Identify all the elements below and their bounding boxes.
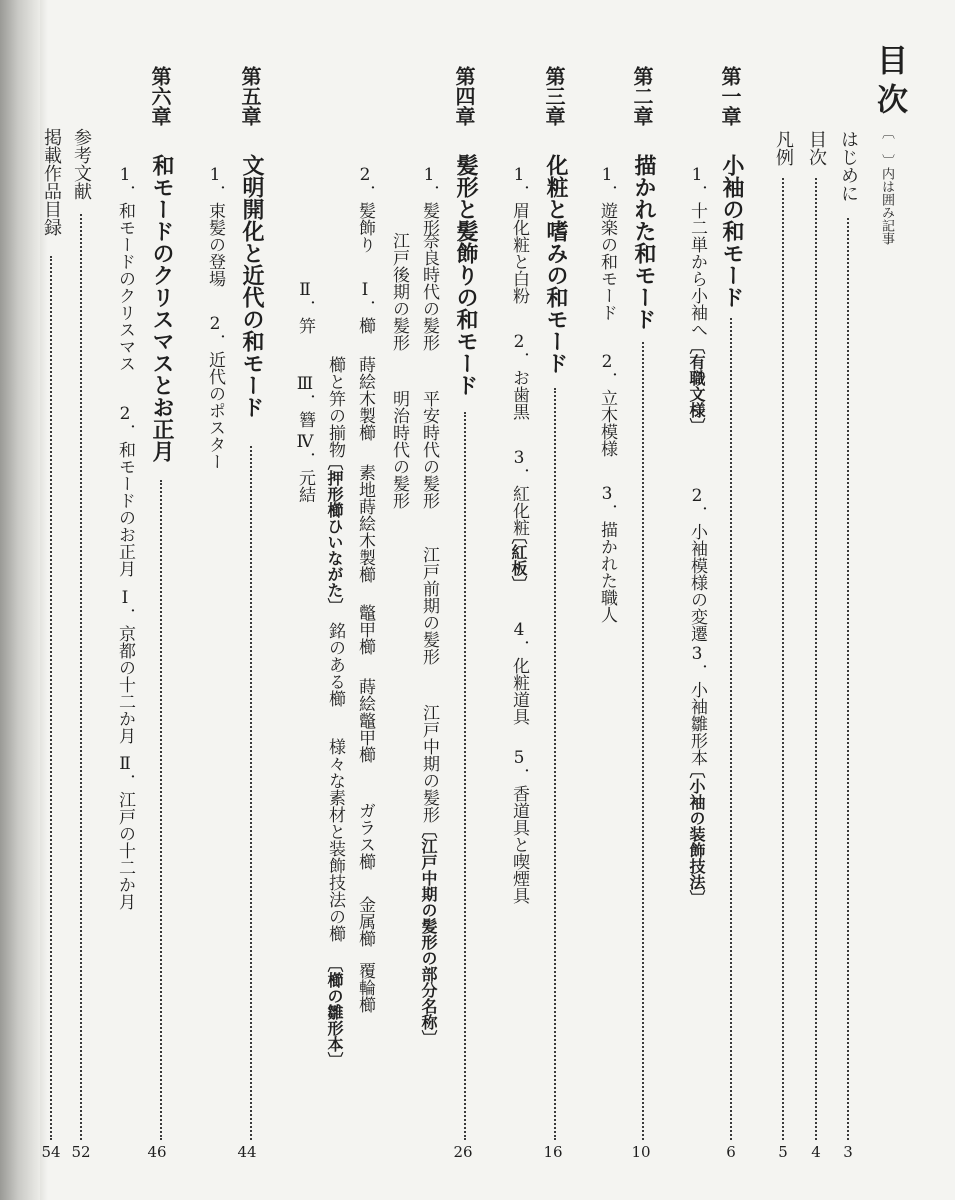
- chapter-6-number: 第六章: [148, 66, 172, 126]
- page-number: 52: [71, 1143, 91, 1161]
- chapter-1-number: 第一章: [718, 66, 742, 126]
- chapter-2-number: 第二章: [630, 66, 654, 126]
- chapter-1-page: 6: [726, 1143, 736, 1161]
- leader-dots: [642, 342, 644, 1140]
- feature-box[interactable]: 〔有職文様〕: [687, 338, 706, 434]
- subitem[interactable]: 江戸中期の髪形: [419, 704, 439, 823]
- subitem[interactable]: Ⅲ．簪: [295, 374, 315, 428]
- section-3-5[interactable]: 5．香道具と喫煙具: [509, 748, 529, 904]
- front-matter-contents[interactable]: 目次: [806, 130, 827, 166]
- section-1-3[interactable]: 3．小袖雛形本: [687, 644, 707, 766]
- leader-dots: [250, 446, 252, 1140]
- leader-dots: [847, 218, 849, 1140]
- page-number: 4: [811, 1143, 821, 1161]
- feature-box[interactable]: 〔紅板〕: [509, 528, 528, 592]
- toc-title: 目次: [871, 44, 907, 122]
- chapter-3-title[interactable]: 化粧と嗜みの和モード: [543, 154, 568, 374]
- chapter-6-title[interactable]: 和モードのクリスマスとお正月: [149, 154, 174, 462]
- book-binding-shadow: [0, 0, 40, 1200]
- section-1-1[interactable]: 1．十二単から小袖へ: [687, 165, 707, 338]
- page-number: 3: [843, 1143, 853, 1161]
- chapter-4-number: 第四章: [452, 66, 476, 126]
- subitem[interactable]: 明治時代の髪形: [389, 390, 409, 509]
- chapter-1-title[interactable]: 小袖の和モード: [719, 154, 744, 308]
- subitem[interactable]: 金属櫛: [355, 896, 375, 947]
- bracket-note: 〔 〕内は囲み記事: [879, 126, 894, 245]
- back-matter-references[interactable]: 参考文献: [71, 128, 92, 200]
- leader-dots: [464, 412, 466, 1140]
- leader-dots: [782, 178, 784, 1140]
- subitem[interactable]: 蒔絵鼈甲櫛: [355, 678, 375, 763]
- leader-dots: [160, 480, 162, 1140]
- chapter-3-page: 16: [543, 1143, 563, 1161]
- section-3-3[interactable]: 3．紅化粧: [509, 448, 529, 536]
- section-3-1[interactable]: 1．眉化粧と白粉: [509, 165, 529, 304]
- subitem[interactable]: 平安時代の髪形: [419, 390, 439, 509]
- subitem[interactable]: Ⅱ．江戸の十二か月: [115, 754, 135, 910]
- chapter-5-title[interactable]: 文明開化と近代の和モード: [239, 154, 264, 418]
- subitem[interactable]: 鼈甲櫛: [355, 604, 375, 655]
- section-6-2[interactable]: 2．和モードのお正月: [115, 404, 135, 577]
- subitem[interactable]: Ⅱ．笄: [295, 280, 315, 334]
- chapter-4-title[interactable]: 髪形と髪飾りの和モード: [453, 154, 478, 396]
- back-matter-catalog[interactable]: 掲載作品目録: [41, 128, 62, 236]
- chapter-6-page: 46: [147, 1143, 167, 1161]
- section-3-4[interactable]: 4．化粧道具: [509, 620, 529, 725]
- section-5-1[interactable]: 1．束髪の登場: [205, 165, 225, 287]
- leader-dots: [80, 214, 82, 1140]
- subitem[interactable]: 素地蒔絵木製櫛: [355, 464, 375, 583]
- chapter-5-page: 44: [237, 1143, 257, 1161]
- leader-dots: [815, 178, 817, 1140]
- feature-box[interactable]: 〔押形櫛ひいながた〕: [325, 454, 344, 614]
- subitem[interactable]: 江戸前期の髪形: [419, 546, 439, 665]
- section-2-1[interactable]: 1．遊楽の和モード: [597, 165, 617, 321]
- leader-dots: [554, 388, 556, 1140]
- subitem[interactable]: 奈良時代の髪形: [419, 232, 439, 351]
- chapter-4-page: 26: [453, 1143, 473, 1161]
- subitem[interactable]: 覆輪櫛: [355, 962, 375, 1013]
- chapter-2-page: 10: [631, 1143, 651, 1161]
- chapter-3-number: 第三章: [542, 66, 566, 126]
- subitem[interactable]: Ⅰ．京都の十二か月: [115, 588, 135, 744]
- feature-box[interactable]: 〔小袖の装飾技法〕: [687, 762, 706, 906]
- subitem[interactable]: Ⅰ．櫛: [355, 280, 375, 334]
- section-3-2[interactable]: 2．お歯黒: [509, 332, 529, 420]
- leader-dots: [50, 256, 52, 1140]
- chapter-2-title[interactable]: 描かれた和モード: [631, 154, 656, 330]
- subitem[interactable]: 蒔絵木製櫛: [355, 356, 375, 441]
- subitem[interactable]: 櫛と笄の揃物: [325, 356, 345, 458]
- section-4-1[interactable]: 1．髪形: [419, 165, 439, 236]
- section-2-2[interactable]: 2．立木模様: [597, 352, 617, 457]
- subitem[interactable]: 銘のある櫛: [325, 622, 345, 707]
- section-2-3[interactable]: 3．描かれた職人: [597, 484, 617, 623]
- section-1-2[interactable]: 2．小袖模様の変遷: [687, 486, 707, 642]
- feature-box[interactable]: 〔櫛の雛形本〕: [325, 956, 344, 1068]
- feature-box[interactable]: 〔江戸中期の髪形の部分名称〕: [419, 822, 438, 1046]
- subitem[interactable]: Ⅳ．元結: [295, 432, 315, 503]
- front-matter-intro[interactable]: はじめに: [838, 130, 859, 202]
- page-number: 5: [778, 1143, 788, 1161]
- section-6-1[interactable]: 1．和モードのクリスマス: [115, 165, 135, 372]
- chapter-5-number: 第五章: [238, 66, 262, 126]
- section-5-2[interactable]: 2．近代のポスター: [205, 314, 225, 470]
- section-4-2[interactable]: 2．髪飾り: [355, 165, 375, 253]
- subitem[interactable]: 江戸後期の髪形: [389, 232, 409, 351]
- subitem[interactable]: ガラス櫛: [355, 802, 375, 870]
- subitem[interactable]: 様々な素材と装飾技法の櫛: [325, 738, 345, 942]
- page-number: 54: [41, 1143, 61, 1161]
- leader-dots: [730, 318, 732, 1140]
- front-matter-notes[interactable]: 凡例: [773, 130, 794, 166]
